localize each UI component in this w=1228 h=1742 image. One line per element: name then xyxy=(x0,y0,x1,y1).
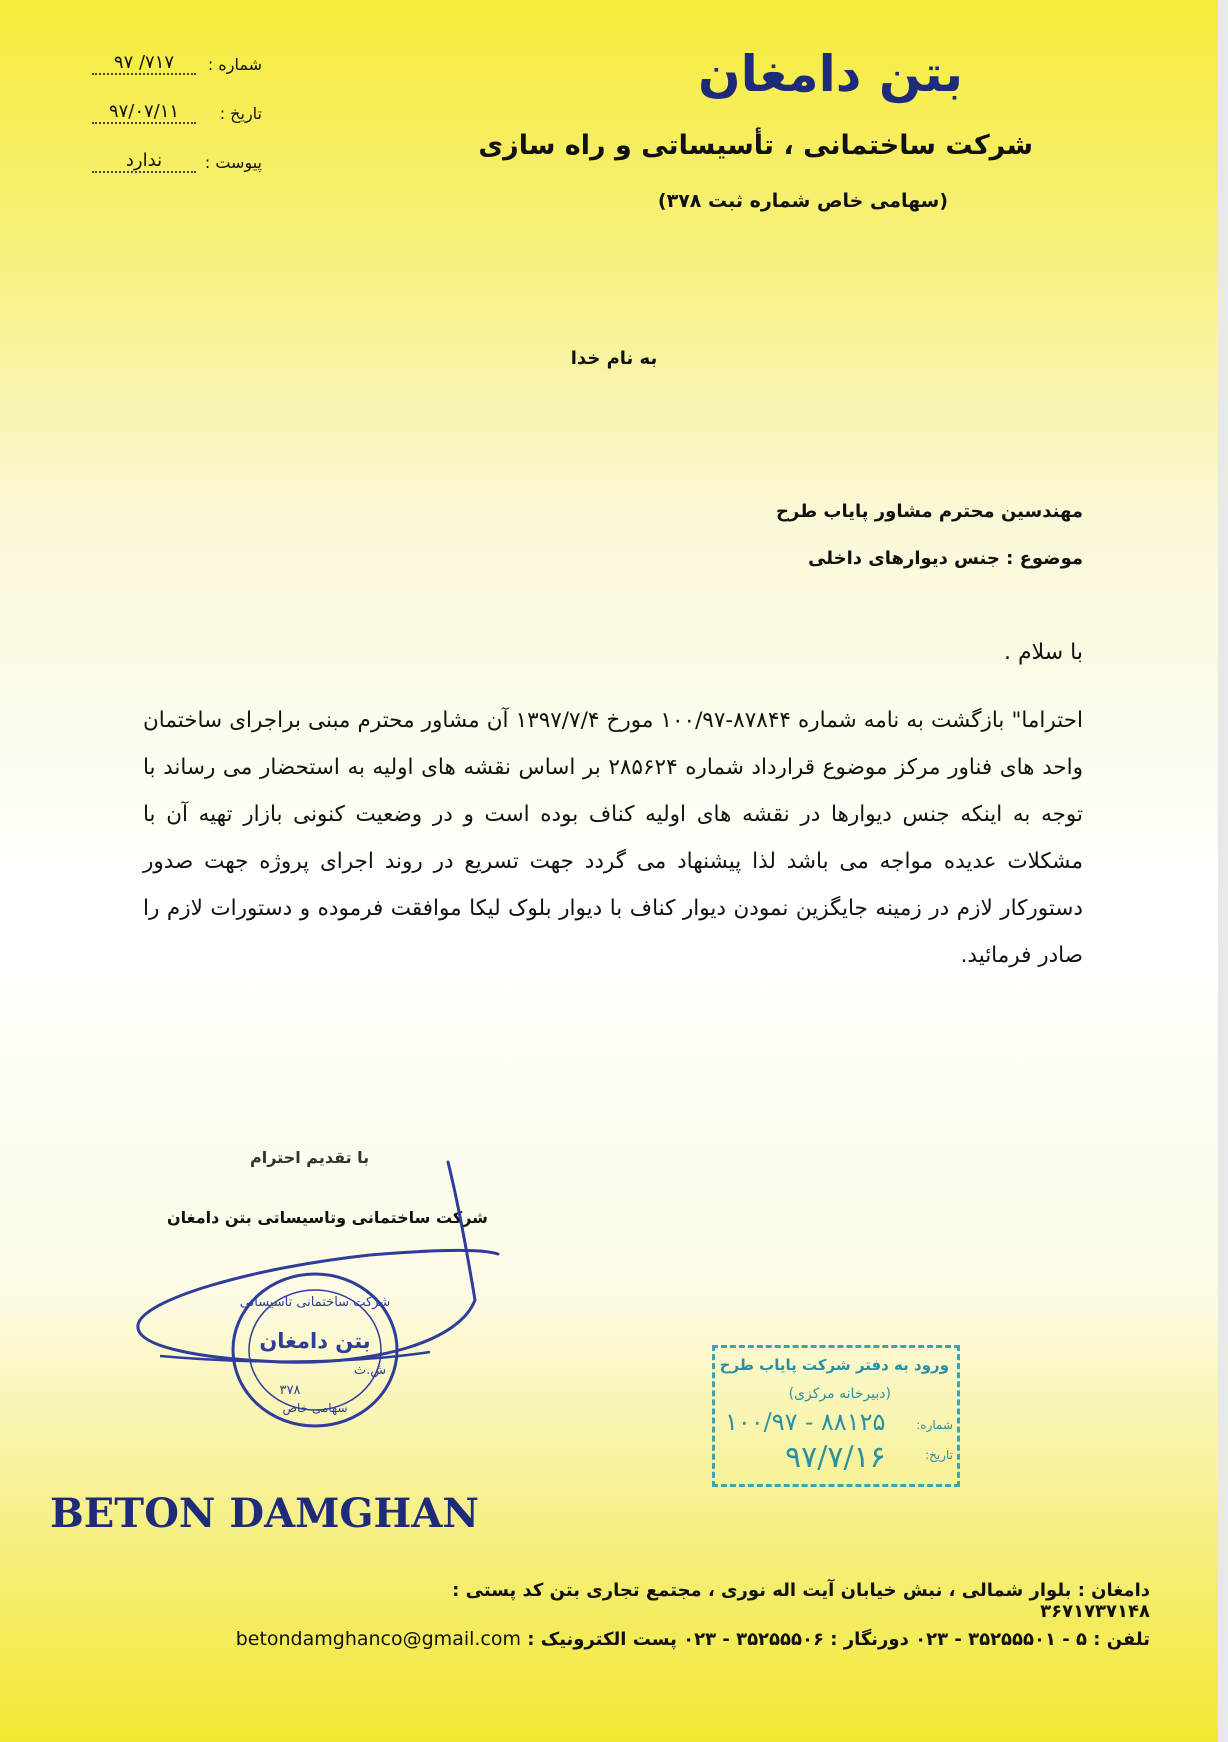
attachment-label: پیوست : xyxy=(204,153,262,172)
date-label: تاریخ : xyxy=(219,104,262,123)
greeting: با سلام . xyxy=(1004,640,1083,665)
english-brand-name: BETON DAMGHAN xyxy=(50,1490,479,1537)
footer-address: دامغان : بلوار شمالی ، نبش خیابان آیت اله نوری ، مجتمع تجاری بتن کد پستی : ۳۶۷۱۷۳۷۱۴۸ xyxy=(452,1580,1150,1622)
subject-line: موضوع : جنس دیوارهای داخلی xyxy=(808,548,1083,569)
date-value: ۹۷/۰۷/۱۱ xyxy=(92,101,196,124)
receipt-stamp xyxy=(712,1345,960,1487)
receipt-number-label: شماره: xyxy=(916,1418,953,1432)
seal-line-4: ۳۷۸ xyxy=(279,1383,301,1398)
letter-body: احتراما" بازگشت به نامه شماره ۸۷۸۴۴-۱۰۰/۹۷ مورخ ۱۳۹۷/۷/۴ آن مشاور محترم مبنی براجرای ساختمان واحد های فناور مرکز موضوع قرارداد شماره ۲۸۵۶۲۴ بر اساس نقشه های اولیه به استحضار می رساند با توجه به اینکه جنس دیوارها در نقشه های اولیه کناف بوده است و در وضعیت کنونی بازار تهیه آن با مشکلات عدیده مواجه می باشد لذا پیشنهاد می گردد جهت تسریع در روند اجرای پروژه جهت صدور دستورکار لازم در زمینه جایگزین نمودن دیوار کناف با دیوار بلوک لیکا موافقت فرموده و دستورات لازم را صادر فرمائید. xyxy=(143,708,1084,968)
seal-line-3: ش.ث xyxy=(353,1363,387,1378)
basmala: به نام خدا xyxy=(570,348,658,369)
receipt-subtitle: (دبیرخانه مرکزی) xyxy=(788,1386,891,1402)
registration-info: (سهامی خاص شماره ثبت ۳۷۸) xyxy=(657,190,948,212)
number-value: ۹۷ /۷۱۷ xyxy=(92,52,196,75)
company-description: شرکت ساختمانی ، تأسیساتی و راه سازی xyxy=(478,130,1033,161)
receipt-title: ورود به دفتر شرکت پایاب طرح xyxy=(719,1356,949,1374)
seal-line-1: شرکت ساختمانی تاسیساتی xyxy=(239,1295,391,1310)
meta-number-row xyxy=(92,48,262,78)
number-label: شماره : xyxy=(207,55,262,74)
footer-contact xyxy=(206,1628,1150,1650)
brand-name: بتن دامغان xyxy=(697,45,963,103)
receipt-date-label: تاریخ: xyxy=(925,1448,953,1462)
seal-line-2: بتن دامغان xyxy=(259,1329,371,1353)
footer-email[interactable]: betondamghanco@gmail.com xyxy=(235,1628,522,1650)
meta-date-row xyxy=(92,97,262,127)
footer-contact-text: تلفن : ۵ - ۳۵۲۵۵۵۰۱ - ۰۲۳ دورنگار : ۳۵۲۵۵۵۰۶ - ۰۲۳ پست الکترونیک : xyxy=(527,1629,1150,1650)
scan-edge xyxy=(1218,0,1228,1742)
meta-attachment-row xyxy=(92,146,262,176)
receipt-number-value: ۱۰۰/۹۷ - ۸۸۱۲۵ xyxy=(725,1408,886,1436)
attachment-value: ندارد xyxy=(92,150,196,173)
seal-line-5: سهامی خاص xyxy=(282,1401,348,1415)
signer-company: شرکت ساختمانی وتاسیساتی بتن دامغان xyxy=(167,1208,488,1227)
closing-phrase: با تقدیم احترام xyxy=(250,1148,370,1167)
company-seal xyxy=(220,1260,410,1440)
addressee: مهندسین محترم مشاور پایاب طرح xyxy=(776,501,1083,522)
receipt-date-value: ۹۷/۷/۱۶ xyxy=(785,1440,886,1475)
